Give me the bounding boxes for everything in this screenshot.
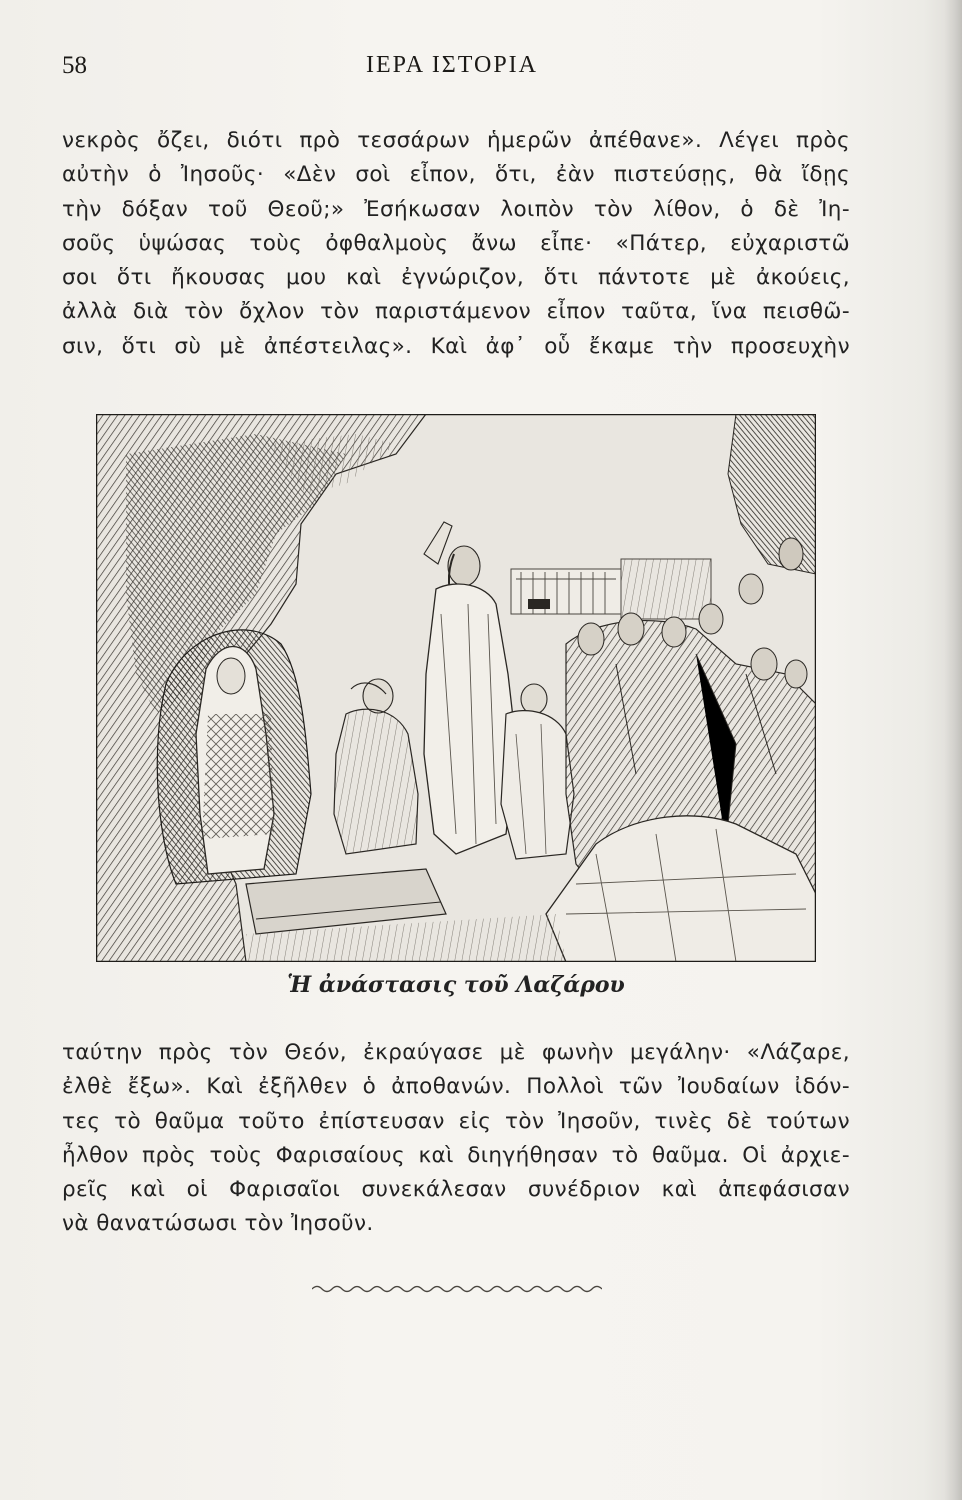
text-line: τὴν δόξαν τοῦ Θεοῦ;» Ἐσήκωσαν λοιπὸν τὸν λίθον, ὁ δὲ Ἰη- — [62, 196, 850, 222]
illustration-caption: Ἡ ἀνάστασις τοῦ Λαζάρου — [287, 972, 625, 998]
engraving-raising-of-lazarus — [96, 414, 816, 962]
text-line: ἦλθον πρὸς τοὺς Φαρισαίους καὶ διηγήθησαν τὸ θαῦμα. Οἱ ἀρχιε- — [62, 1142, 850, 1168]
page-header — [62, 52, 842, 92]
text-line: τες τὸ θαῦμα τοῦτο ἐπίστευσαν εἰς τὸν Ἰησοῦν, τινὲς δὲ τούτων — [62, 1108, 850, 1134]
text-line: ρεῖς καὶ οἱ Φαρισαῖοι συνεκάλεσαν συνέδριον καὶ ἀπεφάσισαν — [62, 1177, 850, 1203]
text-line: νεκρὸς ὄζει, διότι πρὸ τεσσάρων ἡμερῶν ἀπέθανε». Λέγει πρὸς — [62, 128, 850, 153]
text-line: αὐτὴν ὁ Ἰησοῦς· «Δὲν σοὶ εἶπον, ὅτι, ἐὰν πιστεύσῃς, θὰ ἴδῃς — [62, 162, 850, 188]
paragraph-top — [62, 124, 850, 364]
page-edge-shadow — [944, 0, 962, 1500]
text-line: ἀλλὰ διὰ τὸν ὄχλον τὸν παριστάμενον εἶπον ταῦτα, ἵνα πεισθῶ- — [62, 299, 850, 325]
text-line: σιν, ὅτι σὺ μὲ ἀπέστειλας». Καὶ ἀφ᾽ οὗ ἔκαμε τὴν προσευχὴν — [62, 333, 850, 359]
text-line: σοι ὅτι ἤκουσας μου καὶ ἐγνώριζον, ὅτι πάντοτε μὲ ἀκούεις, — [62, 265, 850, 291]
wavy-divider-ornament — [312, 1282, 602, 1296]
running-title: ΙΕΡΑ ΙΣΤΟΡΙΑ — [365, 52, 539, 78]
text-line: ταύτην πρὸς τὸν Θεόν, ἐκραύγασε μὲ φωνὴν μεγάλην· «Λάζαρε, — [62, 1040, 850, 1065]
page-number: 58 — [62, 52, 87, 79]
text-line: νὰ θανατώσωσι τὸν Ἰησοῦν. — [62, 1211, 374, 1237]
paragraph-bottom — [62, 1036, 850, 1242]
text-line: ἐλθὲ ἔξω». Καὶ ἐξῆλθεν ὁ ἀποθανών. Πολλοὶ τῶν Ἰουδαίων ἰδόν- — [62, 1074, 850, 1100]
text-line: σοῦς ὑψώσας τοὺς ὀφθαλμοὺς ἄνω εἶπε· «Πάτερ, εὐχαριστῶ — [62, 230, 850, 256]
